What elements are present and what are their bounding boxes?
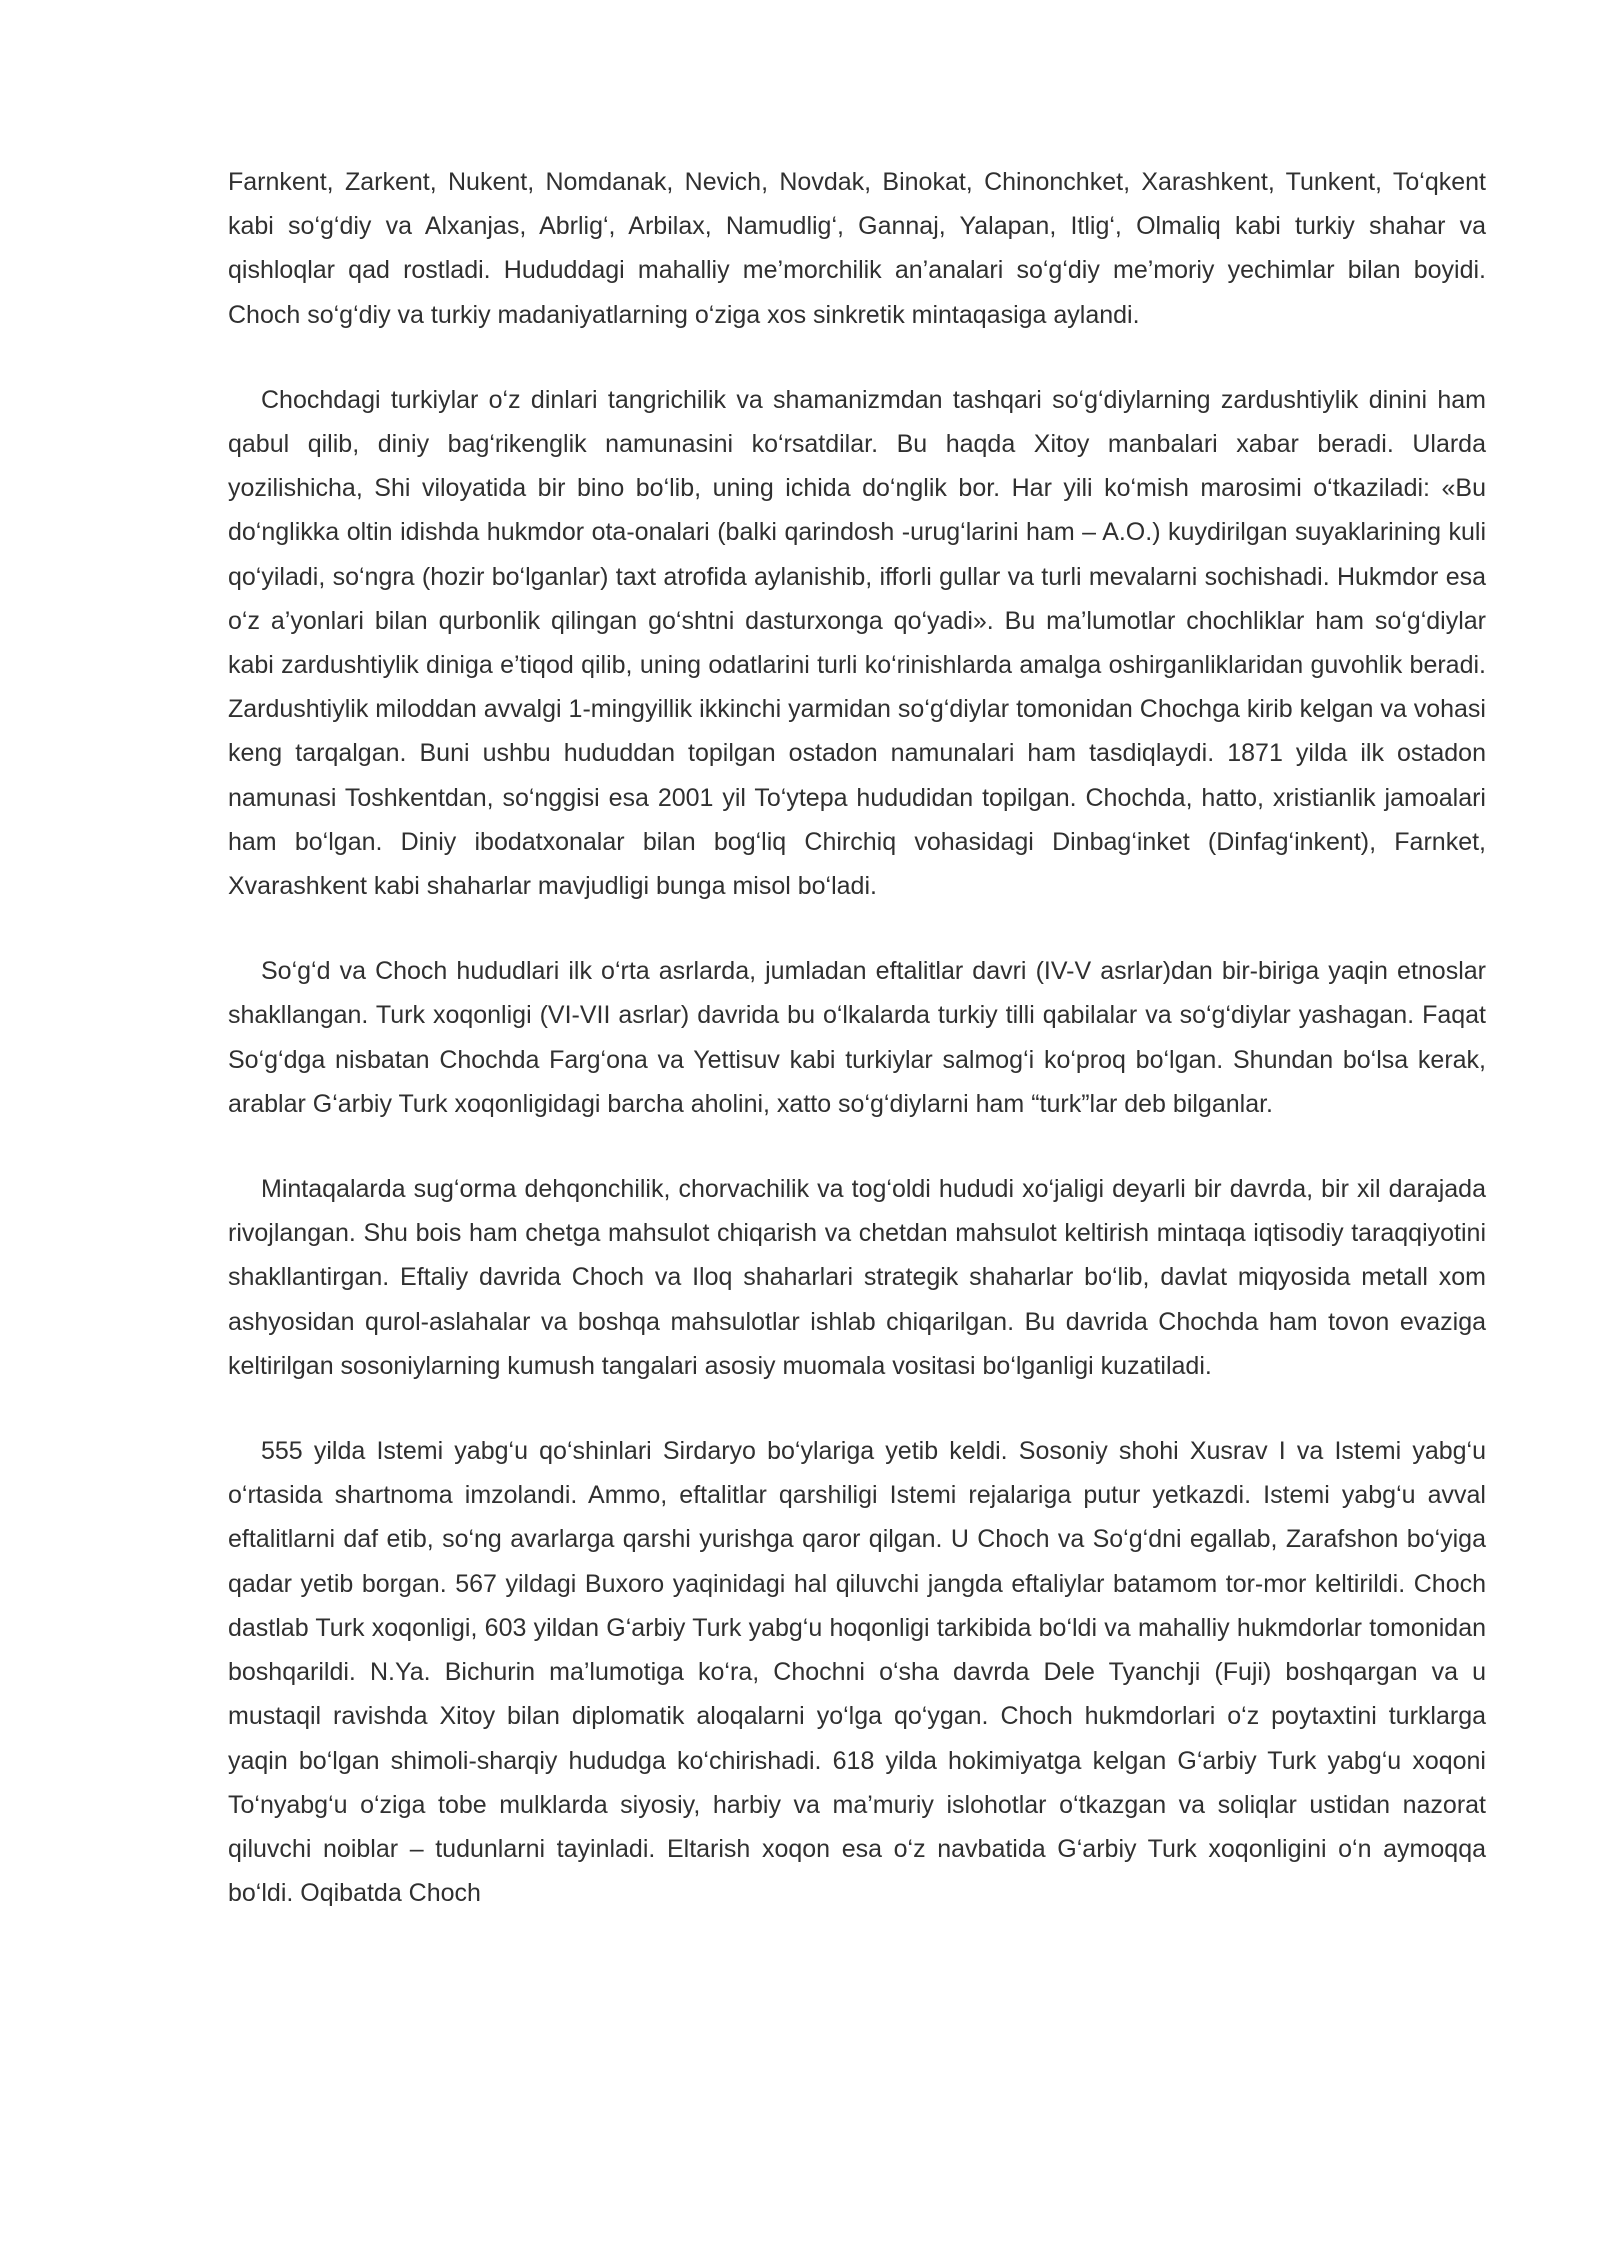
document-page xyxy=(228,160,1486,1956)
paragraph-2: Chochdagi turkiylar o‘z dinlari tangrichilik va shamanizmdan tashqari so‘g‘diylarning zardushtiylik dinini ham qabul qilib, diniy bag‘rikenglik namunasini ko‘rsatdilar. Bu haqda Xitoy manbalari xabar beradi. Ularda yozilishicha, Shi viloyatida bir bino bo‘lib, uning ichida do‘nglik bor. Har yili ko‘mish marosimi o‘tkaziladi: «Bu do‘nglikka oltin idishda hukmdor ota-onalari (balki qarindosh -urug‘larini ham – A.O.) kuydirilgan suyaklarining kuli qo‘yiladi, so‘ngra (hozir bo‘lganlar) taxt atrofida aylanishib, ifforli gullar va turli mevalarni sochishadi. Hukmdor esa o‘z a’yonlari bilan qurbonlik qilingan go‘shtni dasturxonga qo‘yadi». Bu ma’lumotlar chochliklar ham so‘g‘diylar kabi zardushtiylik diniga e’tiqod qilib, uning odatlarini turli ko‘rinishlarda amalga oshirganliklaridan guvohlik beradi. Zardushtiylik miloddan avvalgi 1-mingyillik ikkinchi yarmidan so‘g‘diylar tomonidan Chochga kirib kelgan va vohasi keng tarqalgan. Buni ushbu hududdan topilgan ostadon namunalari ham tasdiqlaydi. 1871 yilda ilk ostadon namunasi Toshkentdan, so‘nggisi esa 2001 yil To‘ytepa hududidan topilgan. Chochda, hatto, xristianlik jamoalari ham bo‘lgan. Diniy ibodatxonalar bilan bog‘liq Chirchiq vohasidagi Dinbag‘inket (Dinfag‘inkent), Farnket, Xvarashkent kabi shaharlar mavjudligi bunga misol bo‘ladi. xyxy=(228,385,1486,901)
paragraph-4: Mintaqalarda sug‘orma dehqonchilik, chorvachilik va tog‘oldi hududi xo‘jaligi deyarli bir davrda, bir xil darajada rivojlangan. Shu bois ham chetga mahsulot chiqarish va chetdan mahsulot keltirish mintaqa iqtisodiy taraqqiyotini shakllantirgan. Eftaliy davrida Choch va Iloq shaharlari strategik shaharlar bo‘lib, davlat miqyosida metall xom ashyosidan qurol-aslahalar va boshqa mahsulotlar ishlab chiqarilgan. Bu davrida Chochda ham tovon evaziga keltirilgan sosoniylarning kumush tangalari asosiy muomala vositasi bo‘lganligi kuzatiladi. xyxy=(228,1175,1486,1380)
paragraph-3: So‘g‘d va Choch hududlari ilk o‘rta asrlarda, jumladan eftalitlar davri (IV-V asrlar)dan bir-biriga yaqin etnoslar shakllangan. Turk xoqonligi (VI-VII asrlar) davrida bu o‘lkalarda turkiy tilli qabilalar va so‘g‘diylar yashagan. Faqat So‘g‘dga nisbatan Chochda Farg‘ona va Yettisuv kabi turkiylar salmog‘i ko‘proq bo‘lgan. Shundan bo‘lsa kerak, arablar G‘arbiy Turk xoqonligidagi barcha aholini, xatto so‘g‘diylarni ham “turk”lar deb bilganlar. xyxy=(228,957,1486,1118)
paragraph-5: 555 yilda Istemi yabg‘u qo‘shinlari Sirdaryo bo‘ylariga yetib keldi. Sosoniy shohi Xusrav I va Istemi yabg‘u o‘rtasida shartnoma imzolandi. Ammo, eftalitlar qarshiligi Istemi rejalariga putur yetkazdi. Istemi yabg‘u avval eftalitlarni daf etib, so‘ng avarlarga qarshi yurishga qaror qilgan. U Choch va So‘g‘dni egallab, Zarafshon bo‘yiga qadar yetib borgan. 567 yildagi Buxoro yaqinidagi hal qiluvchi jangda eftaliylar batamom tor-mor keltirildi. Choch dastlab Turk xoqonligi, 603 yildan G‘arbiy Turk yabg‘u hoqonligi tarkibida bo‘ldi va mahalliy hukmdorlar tomonidan boshqarildi. N.Ya. Bichurin ma’lumotiga ko‘ra, Chochni o‘sha davrda Dele Tyanchji (Fuji) boshqargan va u mustaqil ravishda Xitoy bilan diplomatik aloqalarni yo‘lga qo‘ygan. Choch hukmdorlari o‘z poytaxtini turklarga yaqin bo‘lgan shimoli-sharqiy hududga ko‘chirishadi. 618 yilda hokimiyatga kelgan G‘arbiy Turk yabg‘u xoqoni To‘nyabg‘u o‘ziga tobe mulklarda siyosiy, harbiy va ma’muriy islohotlar o‘tkazgan va soliqlar ustidan nazorat qiluvchi noiblar – tudunlarni tayinladi. Eltarish xoqon esa o‘z navbatida G‘arbiy Turk xoqonligini o‘n aymoqqa bo‘ldi. Oqibatda Choch xyxy=(228,1437,1486,1908)
paragraph-1: Farnkent, Zarkent, Nukent, Nomdanak, Nevich, Novdak, Binokat, Chinonchket, Xarashkent, Tunkent, To‘qkent kabi so‘g‘diy va Alxanjas, Abrlig‘, Arbilax, Namudlig‘, Gannaj, Yalapan, Itlig‘, Olmaliq kabi turkiy shahar va qishloqlar qad rostladi. Hududdagi mahalliy me’morchilik an’analari so‘g‘diy me’moriy yechimlar bilan boyidi. Choch so‘g‘diy va turkiy madaniyatlarning o‘ziga xos sinkretik mintaqasiga aylandi. xyxy=(228,168,1486,329)
